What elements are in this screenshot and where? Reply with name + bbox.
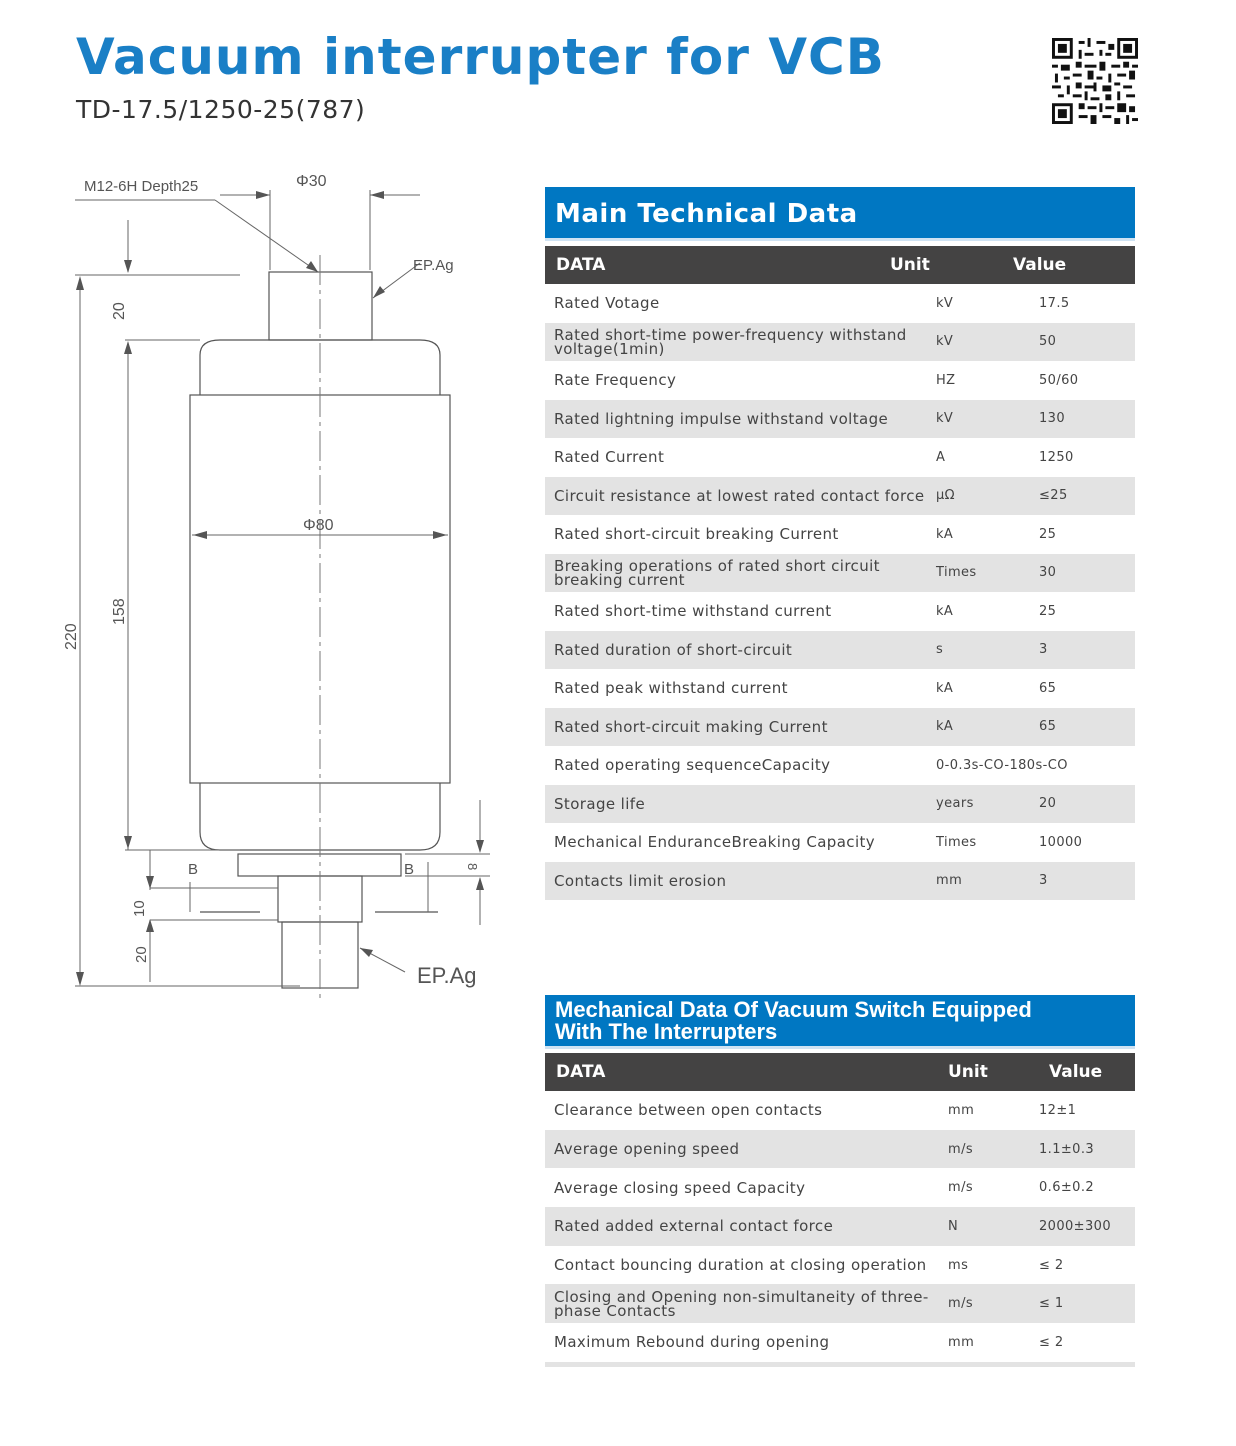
row-unit: mm [948,1334,975,1350]
main-technical-data-panel [545,187,1135,900]
row-name: Rate Frequency [554,371,677,390]
row-value: 65 [1039,719,1057,735]
qr-code-icon [1052,38,1138,124]
table-row [545,1207,1135,1246]
bottom-10-label: 10 [131,900,148,917]
table-row [545,1130,1135,1169]
row-unit: μΩ [936,488,956,504]
model-number: TD-17.5/1250-25(787) [76,95,366,124]
header-data: DATA [556,255,606,275]
mechanical-table-body [545,1091,1135,1362]
row-value: 0.6±0.2 [1039,1180,1095,1196]
row-unit: kA [936,603,954,619]
row-name: Rated added external contact force [554,1217,834,1236]
header-value: Value [1013,255,1067,275]
row-unit: m/s [948,1141,974,1157]
row-name: Average opening speed [554,1140,740,1159]
row-unit: m/s [948,1180,974,1196]
row-value: 3 [1039,873,1048,889]
table-row [545,708,1135,747]
mechanical-table-header [545,1053,1135,1091]
row-value: 50 [1039,334,1057,350]
mechanical-data-panel [545,995,1135,1367]
row-unit: N [948,1218,959,1234]
row-value: 50/60 [1039,372,1079,388]
bottom-plating-label: EP.Ag [417,963,477,988]
row-value: ≤ 1 [1039,1296,1064,1312]
row-value: 25 [1039,526,1057,542]
table-row [545,477,1135,516]
table-row [545,1323,1135,1362]
row-unit: kV [936,334,954,350]
row-unit: m/s [948,1296,974,1312]
total-height-label: 220 [63,623,80,650]
row-value: 25 [1039,603,1057,619]
row-name: Rated operating sequenceCapacity [554,756,831,775]
table-row [545,823,1135,862]
table-row [545,669,1135,708]
row-value: 2000±300 [1039,1218,1111,1234]
row-value: 130 [1039,411,1066,427]
header-data: DATA [556,1062,606,1082]
row-unit: s [936,642,944,658]
row-name: Breaking operations of rated short circuit breaking current [554,556,880,589]
thread-label: M12-6H Depth25 [84,178,199,195]
row-value: ≤25 [1039,488,1068,504]
section-left-label: B [188,861,199,878]
table-row [545,592,1135,631]
table-row [545,1091,1135,1130]
row-unit: 0-0.3s-CO-180s-CO [936,757,1068,773]
header-unit: Unit [890,255,930,275]
row-value: 12±1 [1039,1102,1077,1118]
row-name: Rated lightning impulse withstand voltage [554,409,889,428]
top-diameter-label: Φ30 [296,173,327,190]
row-value: 65 [1039,680,1057,696]
row-value: 1250 [1039,449,1074,465]
row-name: Average closing speed Capacity [554,1178,806,1197]
table-row [545,438,1135,477]
mechanical-title-line-1: Mechanical Data Of Vacuum Switch Equipped [555,997,1032,1022]
bottom-20-label: 20 [133,946,150,963]
main-table-body [545,284,1135,900]
body-height-label: 158 [111,598,128,625]
top-plating-label: EP.Ag [413,257,454,274]
row-name: Circuit resistance at lowest rated contact force [554,486,925,505]
main-data-title: Main Technical Data [545,187,1135,241]
header-value: Value [1049,1062,1103,1082]
body-diameter-label: Φ80 [303,517,334,534]
table-row [545,284,1135,323]
row-value: 10000 [1039,834,1083,850]
interrupter-technical-drawing [40,160,510,1010]
row-unit: mm [936,873,963,889]
top-height-label: 20 [111,302,128,320]
row-name: Maximum Rebound during opening [554,1333,830,1352]
row-name: Rated short-circuit making Current [554,717,828,736]
table-row [545,746,1135,785]
row-value: 20 [1039,796,1057,812]
row-name: Rated short-time power-frequency withstand voltage(1min) [554,325,907,358]
header-unit: Unit [948,1062,988,1082]
row-value: ≤ 2 [1039,1334,1064,1350]
row-unit: kA [936,680,954,696]
flange-dim-label: 8 [465,863,480,871]
table-row [545,785,1135,824]
row-value: 1.1±0.3 [1039,1141,1095,1157]
row-name: Clearance between open contacts [554,1101,823,1120]
row-name: Rated Votage [554,294,660,313]
row-unit: HZ [936,372,956,388]
row-value: 3 [1039,642,1048,658]
row-name: Storage life [554,794,646,813]
table-row [545,323,1135,362]
mechanical-title-line-2: With The Interrupters [555,1019,778,1044]
table-row [545,361,1135,400]
table-row [545,554,1135,593]
row-value: 30 [1039,565,1057,581]
row-unit: mm [948,1102,975,1118]
row-unit: Times [936,565,977,581]
row-name: Contacts limit erosion [554,871,727,890]
table-row [545,1246,1135,1285]
row-unit: years [936,796,974,812]
row-name: Mechanical EnduranceBreaking Capacity [554,833,876,852]
row-name: Closing and Opening non-simultaneity of three-phase Contacts [554,1287,929,1320]
row-name: Rated peak withstand current [554,679,788,698]
row-unit: Times [936,834,977,850]
row-name: Rated short-time withstand current [554,602,832,621]
row-unit: A [936,449,946,465]
main-table-header [545,246,1135,284]
table-row [545,862,1135,901]
row-unit: ms [948,1257,969,1273]
row-value: 17.5 [1039,295,1070,311]
row-unit: kA [936,526,954,542]
row-unit: kV [936,295,954,311]
row-unit: kA [936,719,954,735]
row-value: ≤ 2 [1039,1257,1064,1273]
table-row [545,400,1135,439]
table-end-rule [545,1362,1135,1367]
row-name: Contact bouncing duration at closing operation [554,1256,927,1275]
row-name: Rated Current [554,448,665,467]
page-title: Vacuum interrupter for VCB [76,28,885,86]
section-right-label: B [404,861,415,878]
row-name: Rated short-circuit breaking Current [554,525,839,544]
row-unit: kV [936,411,954,427]
table-row [545,515,1135,554]
table-row [545,631,1135,670]
mechanical-data-title [545,995,1135,1049]
table-row [545,1168,1135,1207]
row-name: Rated duration of short-circuit [554,640,793,659]
table-row [545,1284,1135,1323]
